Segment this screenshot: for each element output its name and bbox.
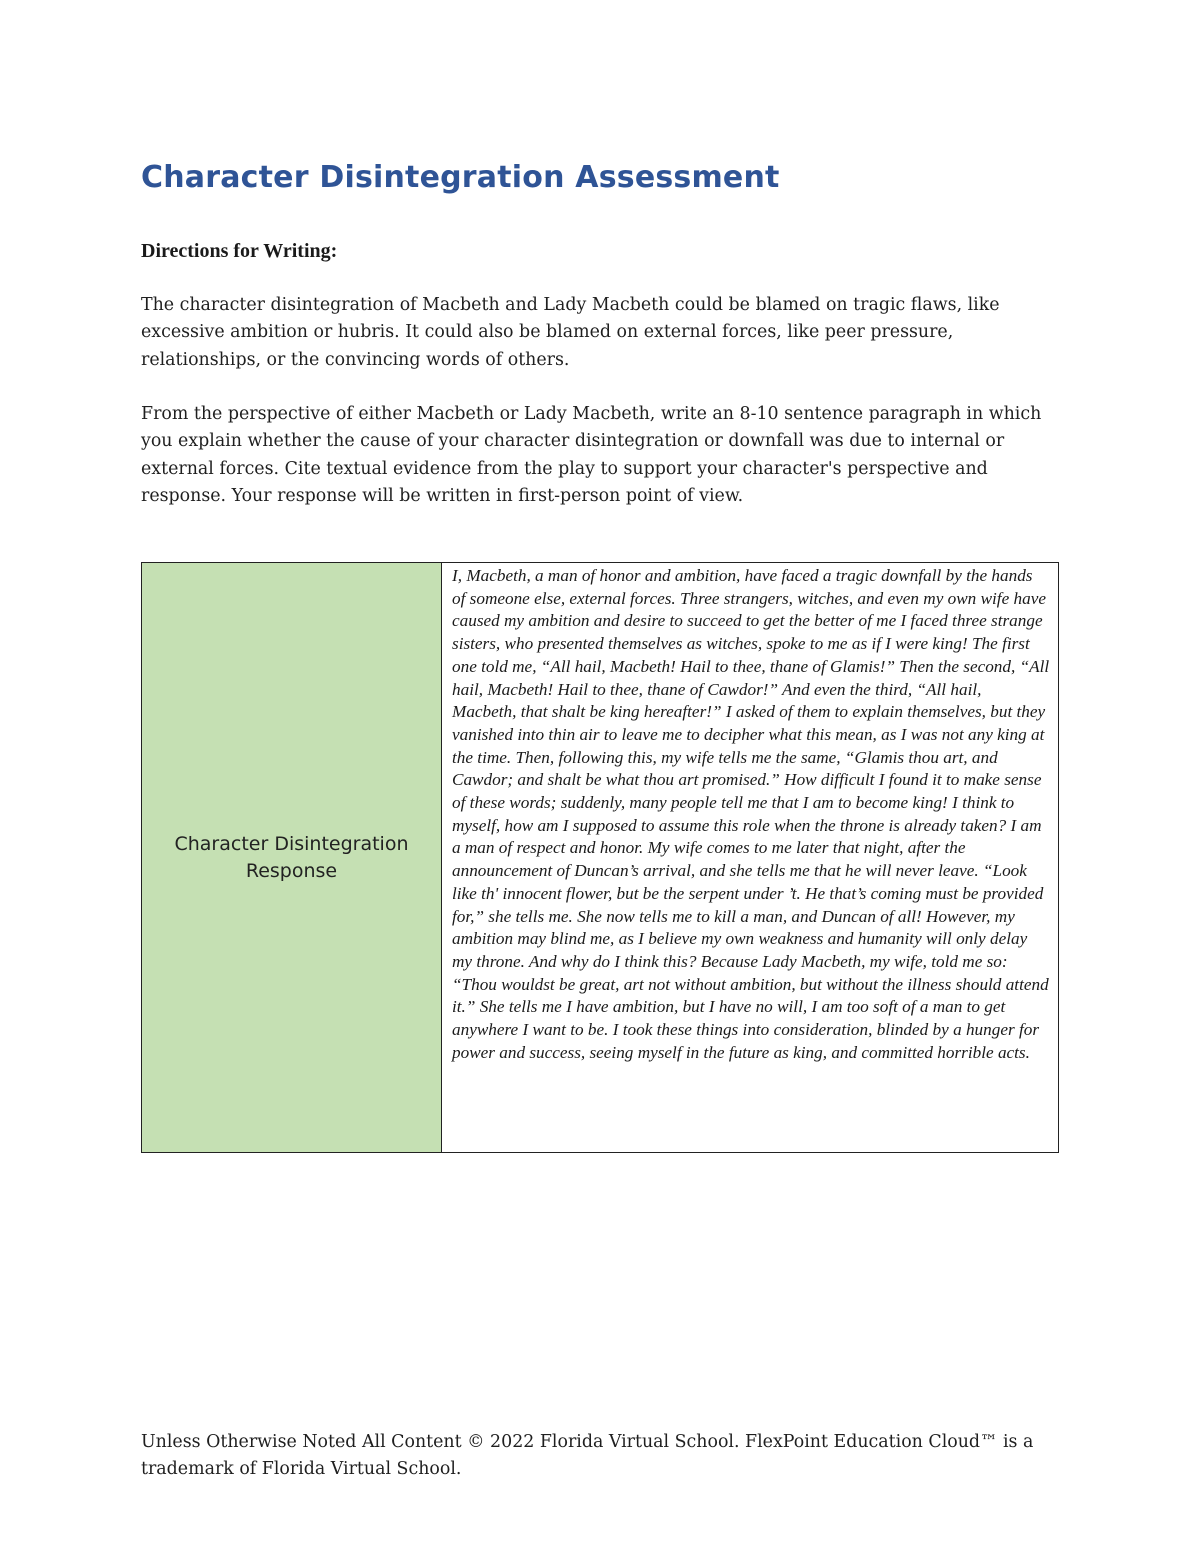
directions-paragraph-1: The character disintegration of Macbeth and Lady Macbeth could be blamed on tragic flaws, like excessive ambition or hubris. It could also be blamed on external forces, like peer pressure, relationships, or the convincing words of others. xyxy=(141,295,1000,370)
response-table xyxy=(141,562,1059,1153)
response-label-cell xyxy=(142,563,442,1153)
directions-paragraph-2: From the perspective of either Macbeth or Lady Macbeth, write an 8-10 sentence paragraph in which you explain whether the cause of your character disintegration or downfall was due to internal or external forces. Cite textual evidence from the play to support your character's perspective and response. Your response will be written in first-person point of view. xyxy=(141,404,1042,506)
copyright-footer: Unless Otherwise Noted All Content © 2022 Florida Virtual School. FlexPoint Education Cloud™ is a trademark of Florida Virtual School. xyxy=(141,1432,1034,1480)
response-answer-cell[interactable] xyxy=(442,563,1059,1153)
response-answer-text: I, Macbeth, a man of honor and ambition, have faced a tragic downfall by the hands of someone else, external forces. Three strangers, witches, and even my own wife have caused my ambition and desire to succeed to get the better of me I faced three strange sisters, who presented themselves as witches, spoke to me as if I were king! The first one told me, “All hail, Macbeth! Hail to thee, thane of Glamis!” Then the second, “All hail, Macbeth! Hail to thee, thane of Cawdor!” And even the third, “All hail, Macbeth, that shalt be king hereafter!” I asked of them to explain themselves, but they vanished into thin air to leave me to decipher what this mean, as I was not any king at the time. Then, following this, my wife tells me the same, “Glamis thou art, and Cawdor; and shalt be what thou art promised.” How difficult I found it to make sense of these words; suddenly, many people tell me that I am to become king! I think to myself, how am I supposed to assume this role when the throne is already taken? I am a man of respect and honor. My wife comes to me later that night, after the announcement of Duncan’s arrival, and she tells me that he will never leave. “Look like th' innocent flower, but be the serpent under ’t. He that’s coming must be provided for,” she tells me. She now tells me to kill a man, and Duncan of all! However, my ambition may blind me, as I believe my own weakness and humanity will only delay my throne. And why do I think this? Because Lady Macbeth, my wife, told me so: “Thou wouldst be great, art not without ambition, but without the illness should attend it.” She tells me I have ambition, but I have no will, I am too soft of a man to get anywhere I want to be. I took these things into consideration, blinded by a hunger for power and success, seeing myself in the future as king, and committed horrible acts. xyxy=(452,566,1050,1062)
response-table-row xyxy=(142,563,1059,1153)
response-label: Character Disintegration Response xyxy=(174,832,409,882)
directions-heading: Directions for Writing: xyxy=(141,240,338,262)
page-title: Character Disintegration Assessment xyxy=(141,160,780,195)
